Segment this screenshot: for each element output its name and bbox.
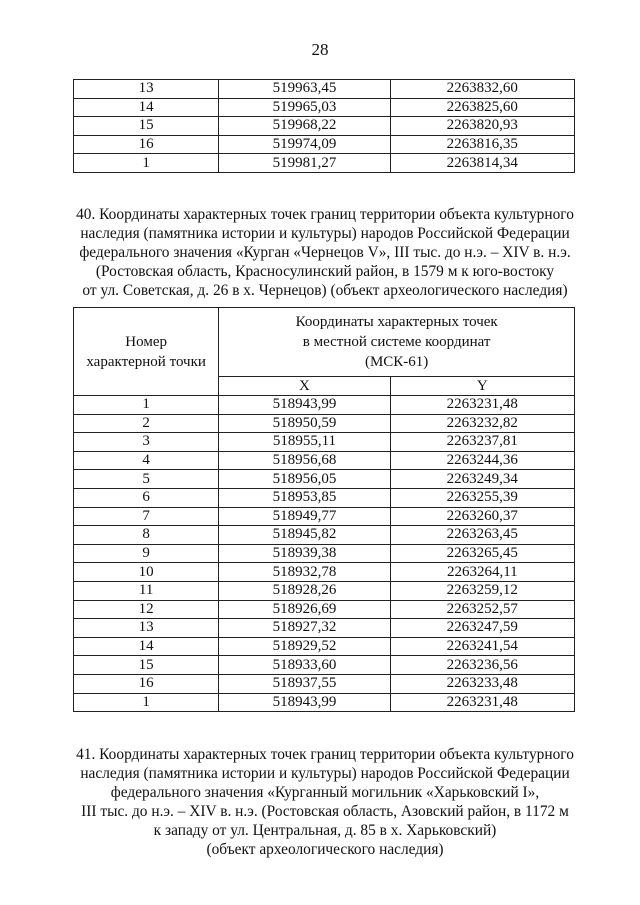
y-coordinate-cell: 2263260,37 (390, 507, 574, 526)
x-coordinate-cell: 518937,55 (219, 674, 390, 693)
x-coordinate-cell: 518949,77 (219, 507, 390, 526)
y-coordinate-cell: 2263832,60 (390, 80, 574, 99)
x-coordinate-cell: 518956,68 (219, 451, 390, 470)
point-number-cell: 14 (74, 637, 219, 656)
table-row (74, 544, 575, 563)
x-coordinate-cell: 518953,85 (219, 488, 390, 507)
y-coordinate-cell: 2263265,45 (390, 544, 574, 563)
point-number-cell: 3 (74, 433, 219, 452)
y-coordinate-cell: 2263249,34 (390, 470, 574, 489)
header-y: Y (390, 377, 574, 396)
x-coordinate-cell: 518950,59 (219, 414, 390, 433)
x-coordinate-cell: 518932,78 (219, 563, 390, 582)
table-row (74, 674, 575, 693)
section-40-coordinates-table (73, 307, 575, 712)
x-coordinate-cell: 518927,32 (219, 619, 390, 638)
page-number: 28 (311, 40, 329, 59)
header-x: X (219, 377, 390, 396)
heading-line: III тыс. до н.э. – XIV в. н.э. (Ростовская область, Азовский район, в 1172 м (81, 803, 569, 820)
heading-line: наследия (памятника истории и культуры) народов Российской Федерации (80, 765, 570, 782)
y-coordinate-cell: 2263232,82 (390, 414, 574, 433)
y-coordinate-cell: 2263255,39 (390, 488, 574, 507)
point-number-cell: 1 (74, 154, 219, 173)
y-coordinate-cell: 2263241,54 (390, 637, 574, 656)
x-coordinate-cell: 519981,27 (219, 154, 390, 173)
y-coordinate-cell: 2263814,34 (390, 154, 574, 173)
point-number-cell: 5 (74, 470, 219, 489)
x-coordinate-cell: 518956,05 (219, 470, 390, 489)
point-number-cell: 14 (74, 98, 219, 117)
y-coordinate-cell: 2263252,57 (390, 600, 574, 619)
table-row (74, 693, 575, 712)
point-number-cell: 1 (74, 693, 219, 712)
table-row (74, 637, 575, 656)
header-text: Номер (125, 333, 167, 350)
y-coordinate-cell: 2263237,81 (390, 433, 574, 452)
heading-line: 41. Координаты характерных точек границ территории объекта культурного (76, 746, 574, 763)
header-text: в местной системе координат (302, 334, 491, 350)
x-coordinate-cell: 519963,45 (219, 80, 390, 99)
table-row (74, 619, 575, 638)
header-text: Координаты характерных точек (295, 314, 498, 330)
x-coordinate-cell: 518939,38 (219, 544, 390, 563)
heading-line: от ул. Советская, д. 26 в х. Чернецов) (объект археологического наследия) (82, 282, 568, 299)
table-row (74, 414, 575, 433)
heading-line: 40. Координаты характерных точек границ территории объекта культурного (76, 206, 574, 223)
y-coordinate-cell: 2263825,60 (390, 98, 574, 117)
y-coordinate-cell: 2263816,35 (390, 135, 574, 154)
y-coordinate-cell: 2263259,12 (390, 581, 574, 600)
section-41-heading (60, 745, 590, 859)
x-coordinate-cell: 518943,99 (219, 396, 390, 415)
table-row (74, 526, 575, 545)
table-row (74, 581, 575, 600)
y-coordinate-cell: 2263231,48 (390, 693, 574, 712)
point-number-cell: 10 (74, 563, 219, 582)
continued-coordinates-table (73, 79, 575, 173)
heading-line: наследия (памятника истории и культуры) народов Российской Федерации (80, 225, 570, 242)
heading-line: к западу от ул. Центральная, д. 85 в х. Харьковский) (153, 822, 497, 839)
table-row (74, 135, 575, 154)
table-row (74, 507, 575, 526)
table-row (74, 600, 575, 619)
table-row (74, 396, 575, 415)
table-row (74, 154, 575, 173)
header-text: характерной точки (86, 353, 206, 370)
y-coordinate-cell: 2263244,36 (390, 451, 574, 470)
table-row (74, 656, 575, 675)
y-coordinate-cell: 2263231,48 (390, 396, 574, 415)
point-number-cell: 16 (74, 135, 219, 154)
x-coordinate-cell: 518945,82 (219, 526, 390, 545)
point-number-cell: 7 (74, 507, 219, 526)
x-coordinate-cell: 518928,26 (219, 581, 390, 600)
x-coordinate-cell: 518955,11 (219, 433, 390, 452)
table-row (74, 98, 575, 117)
x-coordinate-cell: 518933,60 (219, 656, 390, 675)
table-row (74, 470, 575, 489)
point-number-cell: 9 (74, 544, 219, 563)
x-coordinate-cell: 519974,09 (219, 135, 390, 154)
point-number-cell: 15 (74, 656, 219, 675)
y-coordinate-cell: 2263236,56 (390, 656, 574, 675)
y-coordinate-cell: 2263264,11 (390, 563, 574, 582)
x-coordinate-cell: 518943,99 (219, 693, 390, 712)
heading-line: (объект археологического наследия) (206, 841, 444, 858)
table-row (74, 80, 575, 99)
point-number-cell: 15 (74, 117, 219, 136)
y-coordinate-cell: 2263820,93 (390, 117, 574, 136)
heading-line: (Ростовская область, Красносулинский район, в 1579 м к юго-востоку (95, 263, 555, 280)
point-number-cell: 13 (74, 619, 219, 638)
point-number-cell: 16 (74, 674, 219, 693)
heading-line: федерального значения «Курганный могильник «Харьковский I», (110, 784, 540, 801)
point-number-cell: 11 (74, 581, 219, 600)
table-row (74, 433, 575, 452)
point-number-cell: 8 (74, 526, 219, 545)
x-coordinate-cell: 518926,69 (219, 600, 390, 619)
section-40-heading (60, 205, 590, 300)
x-coordinate-cell: 519968,22 (219, 117, 390, 136)
point-number-cell: 6 (74, 488, 219, 507)
header-point-number (74, 308, 219, 396)
point-number-cell: 13 (74, 80, 219, 99)
point-number-cell: 1 (74, 396, 219, 415)
y-coordinate-cell: 2263233,48 (390, 674, 574, 693)
table-row (74, 488, 575, 507)
table-row (74, 117, 575, 136)
point-number-cell: 2 (74, 414, 219, 433)
y-coordinate-cell: 2263247,59 (390, 619, 574, 638)
header-text: (МСК-61) (364, 354, 429, 370)
y-coordinate-cell: 2263263,45 (390, 526, 574, 545)
x-coordinate-cell: 518929,52 (219, 637, 390, 656)
header-coordinates (219, 308, 575, 377)
point-number-cell: 12 (74, 600, 219, 619)
point-number-cell: 4 (74, 451, 219, 470)
heading-line: федерального значения «Курган «Чернецов V», III тыс. до н.э. – XIV в. н.э. (79, 244, 571, 261)
x-coordinate-cell: 519965,03 (219, 98, 390, 117)
table-row (74, 563, 575, 582)
table-row (74, 451, 575, 470)
